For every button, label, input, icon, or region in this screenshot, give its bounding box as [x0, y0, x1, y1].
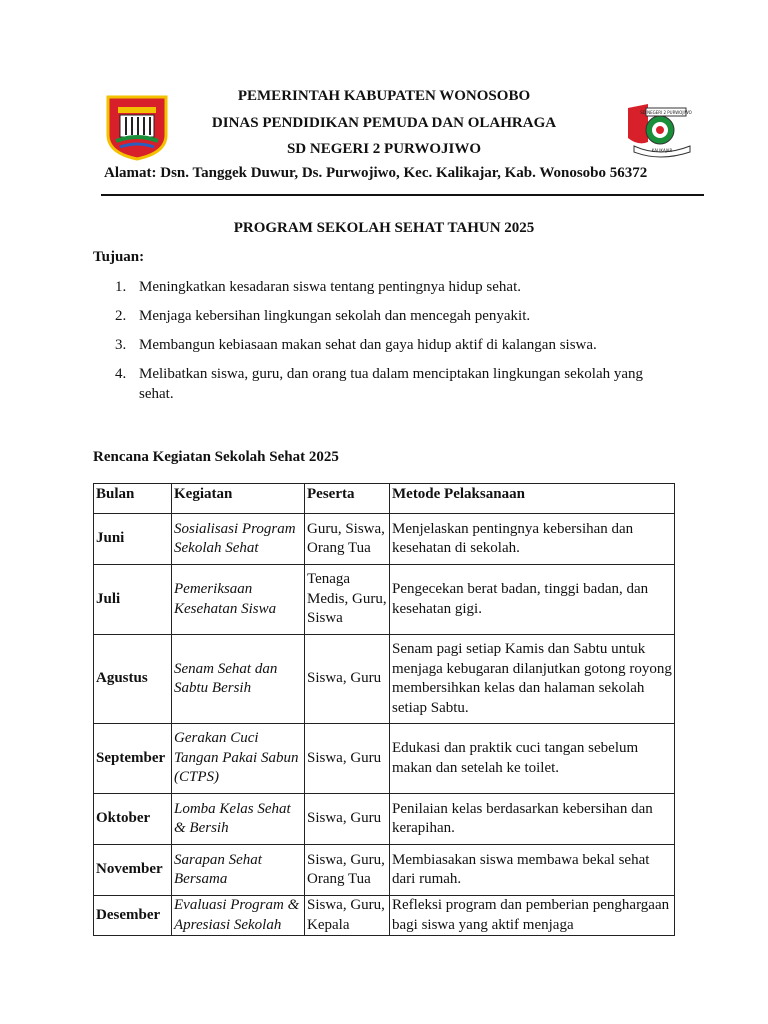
cell-kegiatan: Sarapan Sehat Bersama: [172, 845, 305, 896]
cell-peserta: Siswa, Guru: [305, 794, 390, 845]
cell-peserta: Siswa, Guru, Orang Tua: [305, 845, 390, 896]
cell-metode: Membiasakan siswa membawa bekal sehat dari rumah.: [390, 845, 675, 896]
goals-heading: Tujuan:: [93, 249, 145, 265]
header-school-name: SD NEGERI 2 PURWOJIWO: [286, 141, 482, 157]
cell-kegiatan: Evaluasi Program & Apresiasi Sekolah: [172, 896, 305, 936]
goal-item: 1. Meningkatkan kesadaran siswa tentang pentingnya hidup sehat.: [115, 279, 521, 295]
column-header-peserta: Peserta: [305, 484, 390, 514]
cell-bulan: Juli: [94, 565, 172, 635]
header-government: PEMERINTAH KABUPATEN WONOSOBO: [237, 88, 531, 104]
cell-bulan: Oktober: [94, 794, 172, 845]
table-row: [94, 635, 675, 724]
document-title: PROGRAM SEKOLAH SEHAT TAHUN 2025: [233, 220, 535, 236]
table-header-row: [94, 484, 675, 514]
cell-bulan: Juni: [94, 514, 172, 565]
cell-peserta: Tenaga Medis, Guru, Siswa: [305, 565, 390, 635]
header-address: Alamat: Dsn. Tanggek Duwur, Ds. Purwojiwo, Kec. Kalikajar, Kab. Wonosobo 56372: [104, 165, 648, 181]
cell-metode: Pengecekan berat badan, tinggi badan, dan kesehatan gigi.: [390, 565, 675, 635]
table-row: [94, 724, 675, 794]
cell-peserta: Siswa, Guru: [305, 635, 390, 724]
table-row: [94, 514, 675, 565]
activity-plan-table: [93, 483, 675, 936]
cell-kegiatan: Sosialisasi Program Sekolah Sehat: [172, 514, 305, 565]
goals-list: [115, 277, 675, 413]
cell-metode: Penilaian kelas berdasarkan kebersihan dan kerapihan.: [390, 794, 675, 845]
cell-metode: Senam pagi setiap Kamis dan Sabtu untuk menjaga kebugaran dilanjutkan gotong royong membersihkan kelas dan halaman sekolah setiap Sabtu.: [390, 635, 675, 724]
goal-item: 2. Menjaga kebersihan lingkungan sekolah dan mencegah penyakit.: [115, 308, 531, 324]
column-header-bulan: Bulan: [94, 484, 172, 514]
header-divider: [101, 194, 704, 196]
school-emblem-icon: [624, 102, 696, 158]
cell-metode: Edukasi dan praktik cuci tangan sebelum makan dan setelah ke toilet.: [390, 724, 675, 794]
table-row: [94, 845, 675, 896]
cell-metode: Menjelaskan pentingnya kebersihan dan kesehatan di sekolah.: [390, 514, 675, 565]
goal-item: 4. Melibatkan siswa, guru, dan orang tua dalam menciptakan lingkungan sekolah yang sehat.: [115, 366, 644, 402]
cell-peserta: Siswa, Guru, Kepala: [305, 896, 390, 936]
svg-text:SD NEGERI 2 PURWOJIWO: SD NEGERI 2 PURWOJIWO: [640, 110, 692, 115]
header-department: DINAS PENDIDIKAN PEMUDA DAN OLAHRAGA: [211, 115, 557, 131]
goal-item: 3. Membangun kebiasaan makan sehat dan gaya hidup aktif di kalangan siswa.: [115, 337, 597, 353]
table-row: [94, 896, 675, 936]
cell-bulan: Desember: [94, 896, 172, 936]
cell-bulan: November: [94, 845, 172, 896]
svg-text:KALIKAJAR: KALIKAJAR: [651, 148, 673, 153]
cell-peserta: Guru, Siswa, Orang Tua: [305, 514, 390, 565]
cell-kegiatan: Senam Sehat dan Sabtu Bersih: [172, 635, 305, 724]
cell-peserta: Siswa, Guru: [305, 724, 390, 794]
table-row: [94, 565, 675, 635]
cell-bulan: Agustus: [94, 635, 172, 724]
cell-kegiatan: Pemeriksaan Kesehatan Siswa: [172, 565, 305, 635]
table-row: [94, 794, 675, 845]
cell-kegiatan: Lomba Kelas Sehat & Bersih: [172, 794, 305, 845]
cell-bulan: September: [94, 724, 172, 794]
cell-metode: Refleksi program dan pemberian penghargaan bagi siswa yang aktif menjaga: [390, 896, 675, 936]
column-header-kegiatan: Kegiatan: [172, 484, 305, 514]
activity-plan-heading: Rencana Kegiatan Sekolah Sehat 2025: [93, 449, 339, 465]
column-header-metode: Metode Pelaksanaan: [390, 484, 675, 514]
cell-kegiatan: Gerakan Cuci Tangan Pakai Sabun (CTPS): [172, 724, 305, 794]
